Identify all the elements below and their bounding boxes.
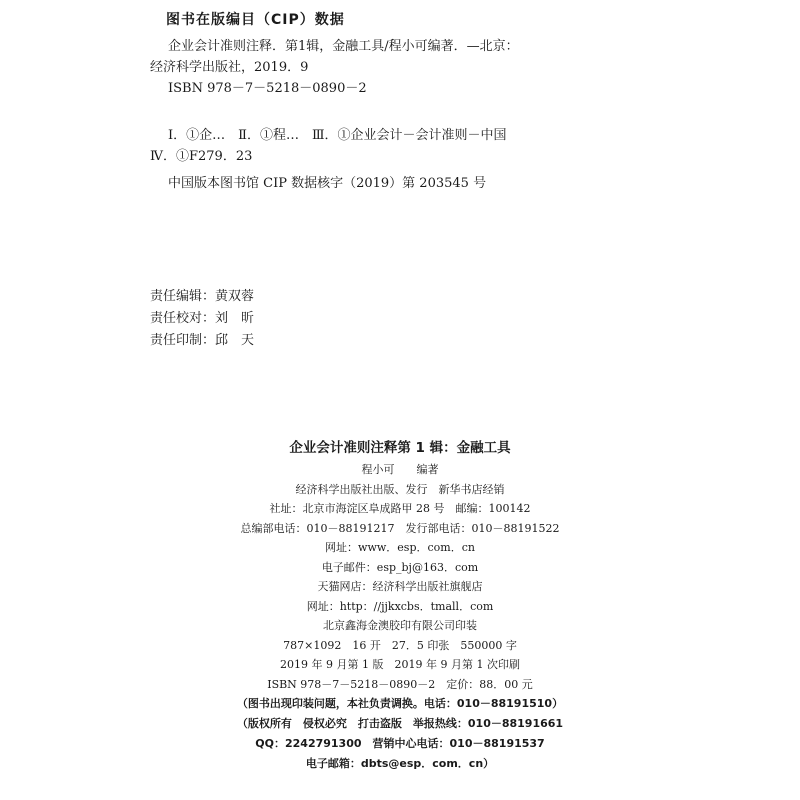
imprint-isbn-price: ISBN 978－7－5218－0890－2 定价：88．00 元 xyxy=(267,677,533,691)
staff-row-proofreader xyxy=(150,308,550,330)
imprint-author: 程小可 编著 xyxy=(361,463,439,476)
staff-name: 邱 天 xyxy=(215,333,255,348)
imprint-notice-quality: （图书出现印装问题，本社负责调换。电话：010－88191510） xyxy=(236,697,564,710)
cip-classification-1: Ⅰ．①企… Ⅱ．①程… Ⅲ．①企业会计－会计准则－中国 xyxy=(168,128,507,143)
staff-list xyxy=(150,286,550,352)
imprint-printer: 北京鑫海金澳胶印有限公司印装 xyxy=(323,619,477,632)
cip-isbn: ISBN 978－7－5218－0890－2 xyxy=(168,81,367,96)
imprint-website: 网址：www．esp．com．cn xyxy=(325,541,475,554)
imprint-notice-copyright: （版权所有 侵权必究 打击盗版 举报热线：010－88191661 xyxy=(236,717,564,730)
staff-name: 黄双蓉 xyxy=(215,289,255,304)
cip-classification-2: Ⅳ．①F279．23 xyxy=(150,149,253,164)
staff-role: 责任校对： xyxy=(150,311,216,326)
staff-row-printing xyxy=(150,330,550,352)
staff-role: 责任印制： xyxy=(150,333,216,348)
imprint-block xyxy=(190,436,610,774)
imprint-publisher: 经济科学出版社出版、发行 新华书店经销 xyxy=(295,482,505,496)
imprint-spec: 787×1092 16 开 27．5 印张 550000 字 xyxy=(283,638,517,652)
imprint-notice-email: 电子邮箱：dbts@esp．com．cn） xyxy=(305,757,495,770)
cip-publication-line: 经济科学出版社，2019．9 xyxy=(150,60,309,75)
cip-bibliographic-line: 企业会计准则注释．第1辑，金融工具/程小可编著．—北京： xyxy=(168,39,519,54)
imprint-tmall-url: 网址：http：//jjkxcbs．tmall．com xyxy=(306,599,494,613)
imprint-phones: 总编部电话：010－88191217 发行部电话：010－88191522 xyxy=(240,521,560,535)
imprint-email: 电子邮件：esp_bj@163．com xyxy=(321,560,479,574)
staff-row-editor xyxy=(150,286,550,308)
cip-data-block xyxy=(150,10,750,194)
staff-name: 刘 昕 xyxy=(215,311,255,326)
imprint-title: 企业会计准则注释第 1 辑：金融工具 xyxy=(289,440,511,456)
cip-title: 图书在版编目（CIP）数据 xyxy=(166,12,345,28)
imprint-notice-contact: QQ：2242791300 营销中心电话：010－88191537 xyxy=(255,737,545,750)
staff-role: 责任编辑： xyxy=(150,289,216,304)
imprint-edition: 2019 年 9 月第 1 版 2019 年 9 月第 1 次印刷 xyxy=(280,658,520,671)
imprint-tmall-store: 天猫网店：经济科学出版社旗舰店 xyxy=(317,580,483,593)
imprint-address: 社址：北京市海淀区阜成路甲 28 号 邮编：100142 xyxy=(269,502,531,515)
cip-core-number: 中国版本图书馆 CIP 数据核字（2019）第 203545 号 xyxy=(168,176,487,191)
